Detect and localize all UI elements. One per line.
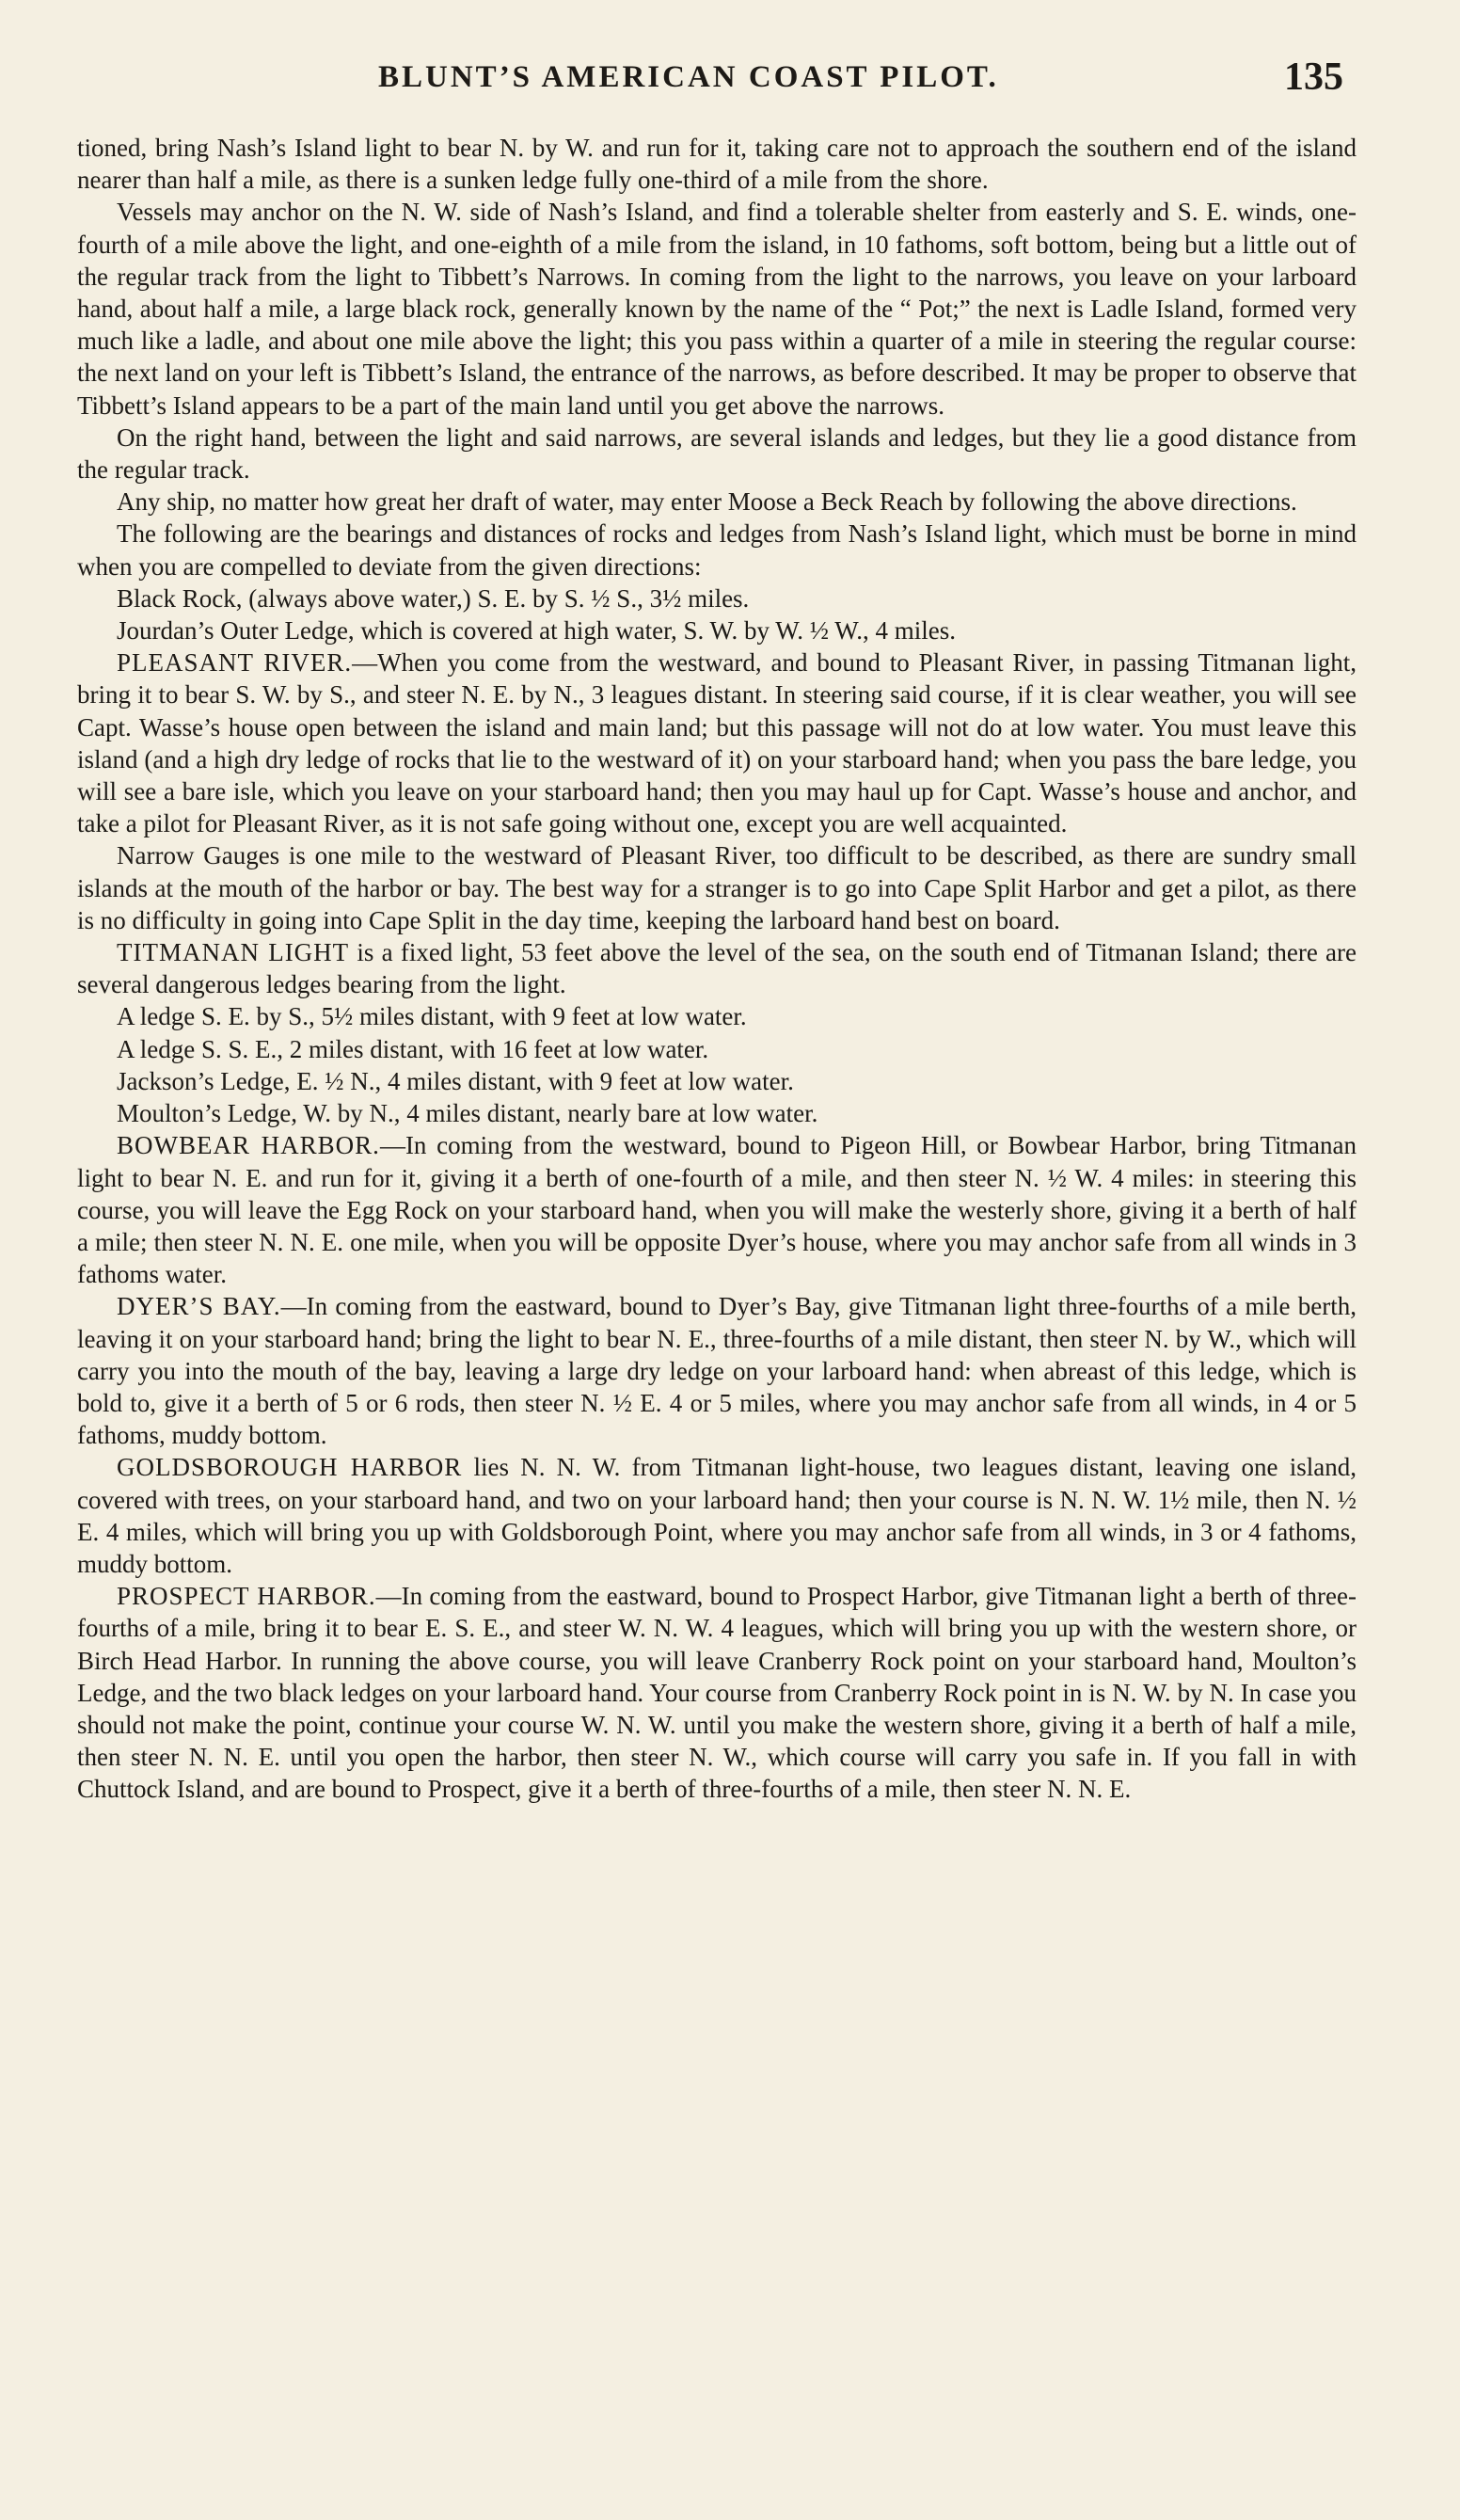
paragraph-text: tioned, bring Nash’s Island light to bear N. by W. and run for it, taking care not to approach the southern end of the island nearer than half a mile, as there is a sunken ledge fully one-third of a mile from the shore. [77,134,1357,195]
paragraph-text: Jourdan’s Outer Ledge, which is covered at high water, S. W. by W. ½ W., 4 miles. [117,616,957,646]
paragraph [77,1129,1357,1290]
paragraph-text: Any ship, no matter how great her draft of water, may enter Moose a Beck Reach by following the above directions. [117,487,1297,517]
paragraph-text: —In coming from the westward, bound to Pigeon Hill, or Bowbear Harbor, bring Titmanan light to bear N. E. and run for it, giving it a berth of one-fourth of a mile, and then steer N. ½ W. 4 miles: in steering this course, you will leave the Egg Rock on your starboard hand, when you will make the westerly shore, giving it a berth of half a mile; then steer N. N. E. one mile, when you will be opposite Dyer’s house, where you may anchor safe from all winds in 3 fathoms water. [77,1131,1357,1289]
paragraph [77,422,1357,486]
paragraph [77,132,1357,196]
paragraph-text: —In coming from the eastward, bound to Prospect Harbor, give Titmanan light a berth of three-fourths of a mile, bring it to bear E. S. E., and steer W. N. W. 4 leagues, which will bring you up with the western shore, or Birch Head Harbor. In running the above course, you will leave Cranberry Rock point on your starboard hand, Moulton’s Ledge, and the two black ledges on your larboard hand. Your course from Cranberry Rock point in is N. W. by N. In case you should not make the point, continue your course W. N. W. until you make the western shore, giving it a berth of half a mile, then steer N. N. E. until you open the harbor, then steer N. W., which course will carry you safe in. If you fall in with Chuttock Island, and are bound to Prospect, give it a berth of three-fourths of a mile, then steer N. N. E. [77,1582,1357,1804]
paragraph-text: A ledge S. E. by S., 5½ miles distant, with 9 feet at low water. [117,1002,747,1031]
section-heading: PROSPECT HARBOR. [117,1582,376,1611]
paragraph [77,196,1357,421]
bearing-entry [77,1097,1357,1129]
bearing-entry [77,1065,1357,1097]
body-text [77,132,1357,1806]
paragraph [77,839,1357,936]
paragraph-text: Moulton’s Ledge, W. by N., 4 miles distant, nearly bare at low water. [117,1099,818,1128]
paragraph-text: —In coming from the eastward, bound to Dyer’s Bay, give Titmanan light three-fourths of a mile berth, leaving it on your starboard hand; bring the light to bear N. E., three-fourths of a mile distant, then steer N. by W., which will carry you into the mouth of the bay, leaving a large dry ledge on your larboard hand: when abreast of this ledge, which is bold to, give it a berth of 5 or 6 rods, then steer N. ½ E. 4 or 5 miles, where you may anchor safe from all winds, in 4 or 5 fathoms, muddy bottom. [77,1292,1357,1450]
paragraph [77,1451,1357,1580]
paragraph-text: On the right hand, between the light and said narrows, are several islands and ledges, but they lie a good distance from the regular track. [77,423,1357,485]
bearing-entry [77,582,1357,614]
paragraph-text: Black Rock, (always above water,) S. E. by S. ½ S., 3½ miles. [117,583,750,613]
paragraph-text: is a fixed light, 53 feet above the level of the sea, on the south end of Titmanan Island; there are several dangerous ledges bearing from the light. [77,938,1357,999]
section-heading: DYER’S BAY. [117,1292,281,1321]
section-heading: BOWBEAR HARBOR. [117,1131,380,1160]
paragraph-text: Narrow Gauges is one mile to the westward of Pleasant River, too difficult to be described, as there are sundry small islands at the mouth of the harbor or bay. The best way for a stranger is to go into Cape Split Harbor and get a pilot, as there is no difficulty in going into Cape Split in the day time, keeping the larboard hand best on board. [77,841,1357,934]
page-number: 135 [1284,56,1343,99]
page-header [77,55,1357,115]
book-page [77,55,1357,1806]
section-heading: PLEASANT RIVER. [117,648,353,678]
paragraph-text: —When you come from the westward, and bound to Pleasant River, in passing Titmanan light, bring it to bear S. W. by S., and steer N. E. by N., 3 leagues distant. In steering said course, if it is clear weather, you will see Capt. Wasse’s house open between the island and main land; but this passage will not do at low water. You must leave this island (and a high dry ledge of rocks that lie to the westward of it) on your starboard hand; when you pass the bare ledge, you will see a bare isle, which you leave on your starboard hand; then you may haul up for Capt. Wasse’s house and anchor, and take a pilot for Pleasant River, as it is not safe going without one, except you are well acquainted. [77,648,1357,838]
bearing-entry [77,1000,1357,1032]
paragraph-text: lies N. N. W. from Titmanan light-house, two leagues distant, leaving one island, covered with trees, on your starboard hand, and two on your larboard hand; then your course is N. N. W. 1½ mile, then N. ½ E. 4 miles, which will bring you up with Goldsborough Point, where you may anchor safe from all winds, in 3 or 4 fathoms, muddy bottom. [77,1453,1357,1578]
running-title: BLUNT’S AMERICAN COAST PILOT. [378,60,999,94]
paragraph-text: A ledge S. S. E., 2 miles distant, with 16 feet at low water. [117,1034,709,1063]
section-heading: GOLDSBOROUGH HARBOR [117,1453,463,1482]
paragraph [77,1580,1357,1805]
paragraph [77,1290,1357,1451]
paragraph-text: Jackson’s Ledge, E. ½ N., 4 miles distant, with 9 feet at low water. [117,1066,794,1095]
paragraph [77,486,1357,518]
section-heading: TITMANAN LIGHT [117,938,350,967]
paragraph [77,518,1357,582]
paragraph [77,936,1357,1000]
bearing-entry [77,614,1357,646]
bearing-entry [77,1033,1357,1065]
paragraph [77,646,1357,839]
paragraph-text: The following are the bearings and distances of rocks and ledges from Nash’s Island light, which must be borne in mind when you are compelled to deviate from the given directions: [77,519,1357,581]
paragraph-text: Vessels may anchor on the N. W. side of Nash’s Island, and find a tolerable shelter from easterly and S. E. winds, one-fourth of a mile above the light, and one-eighth of a mile from the island, in 10 fathoms, soft bottom, being but a little out of the regular track from the light to Tibbett’s Narrows. In coming from the light to the narrows, you leave on your larboard hand, about half a mile, a large black rock, generally known by the name of the “ Pot;” the next is Ladle Island, formed very much like a ladle, and about one mile above the light; this you pass within a quarter of a mile in steering the regular course: the next land on your left is Tibbett’s Island, the entrance of the narrows, as before described. It may be proper to observe that Tibbett’s Island appears to be a part of the main land until you get above the narrows. [77,198,1357,420]
